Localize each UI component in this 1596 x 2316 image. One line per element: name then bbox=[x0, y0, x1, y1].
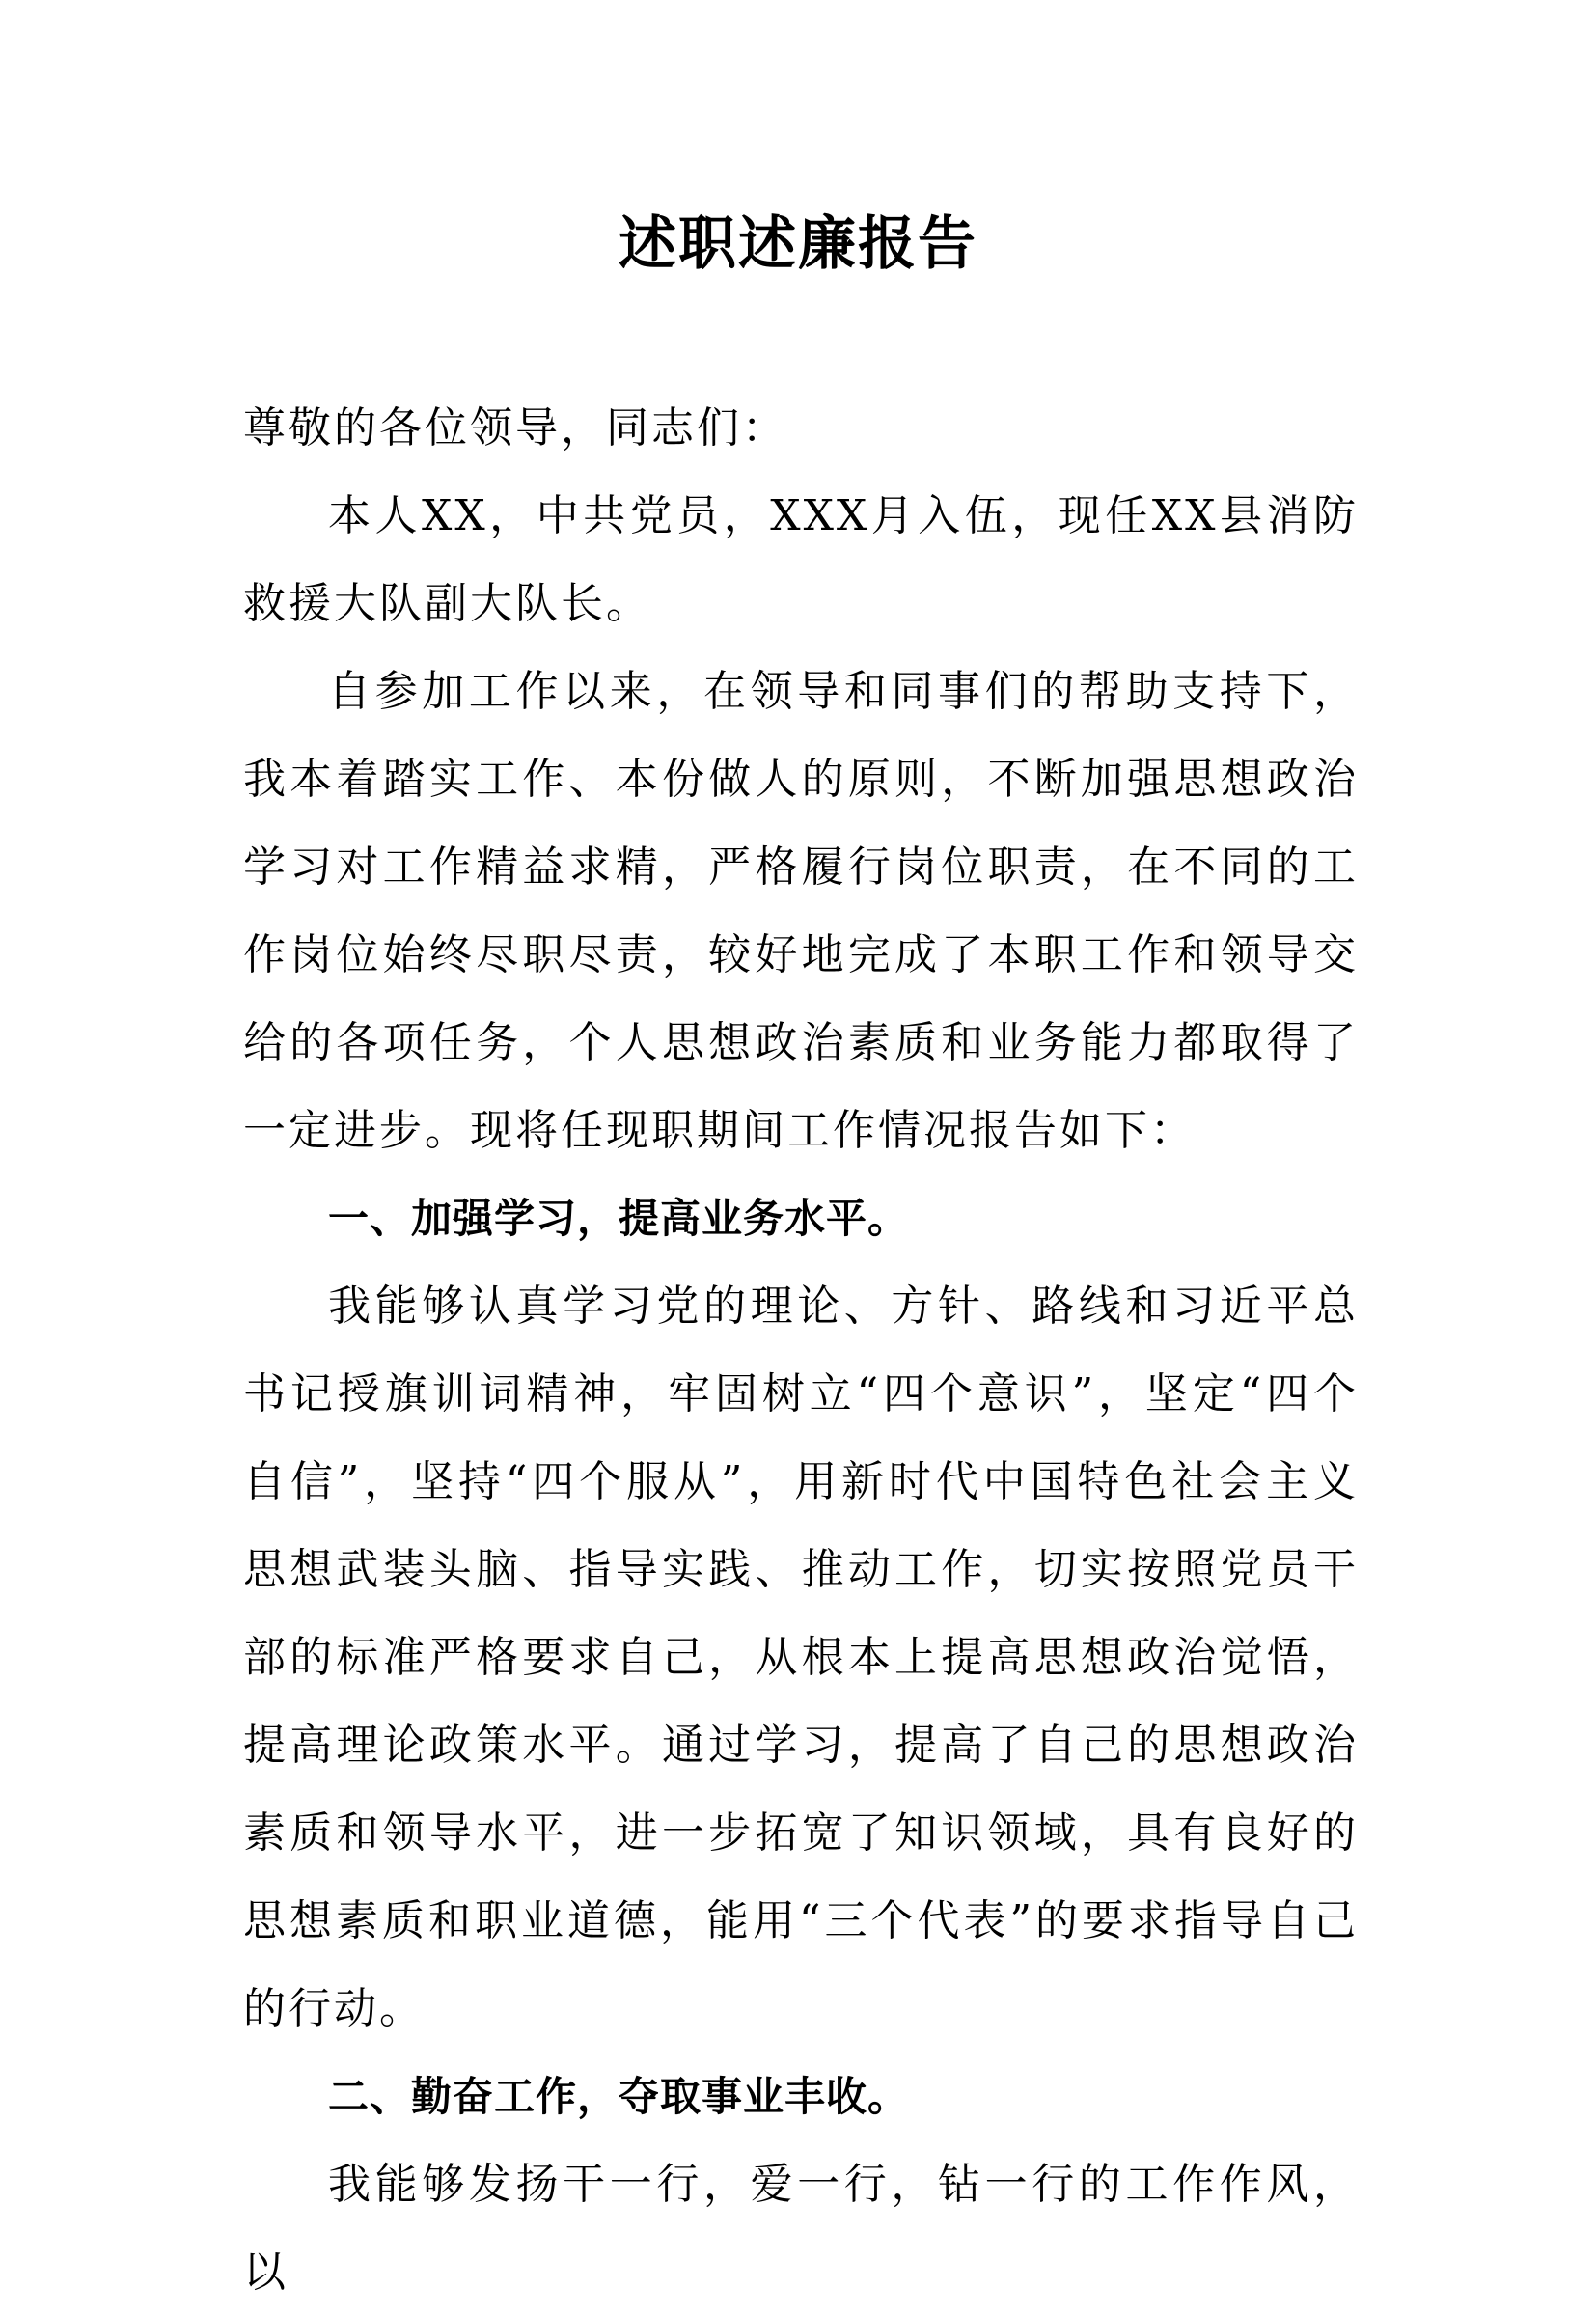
salutation: 尊敬的各位领导，同志们： bbox=[243, 403, 787, 453]
paragraph-overview: 自参加工作以来，在领导和同事们的帮助支持下，我本着踏实工作、本份做人的原则，不断加强思想政治学习对工作精益求精，严格履行岗位职责，在不同的工作岗位始终尽职尽责，较好地完成了本职工作和领导交给的各项任务，个人思想政治素质和业务能力都取得了一定进步。现将任现职期间工作情况报告如下： bbox=[243, 667, 1359, 1155]
document-title: 述职述廉报告 bbox=[619, 210, 977, 278]
section-heading-2: 二、勤奋工作，夺取事业丰收。 bbox=[328, 2073, 910, 2120]
section-heading-1: 一、加强学习，提高业务水平。 bbox=[328, 1195, 910, 1242]
paragraph-study: 我能够认真学习党的理论、方针、路线和习近平总书记授旗训词精神，牢固树立“四个意识”，坚定“四个自信”，坚持“四个服从”，用新时代中国特色社会主义思想武装头脑、指导实践、推动工作，切实按照党员干部的标准严格要求自己，从根本上提高思想政治觉悟，提高理论政策水平。通过学习，提高了自己的思想政治素质和领导水平，进一步拓宽了知识领域，具有良好的思想素质和职业道德，能用“三个代表”的要求指导自己的行动。 bbox=[243, 1282, 1359, 2033]
paragraph-work: 我能够发扬干一行，爱一行，钻一行的工作作风，以 bbox=[243, 2160, 1359, 2297]
paragraph-intro: 本人XX，中共党员，XXX月入伍，现任XX县消防救援大队副大队长。 bbox=[243, 491, 1359, 628]
document-body bbox=[243, 384, 1359, 2316]
